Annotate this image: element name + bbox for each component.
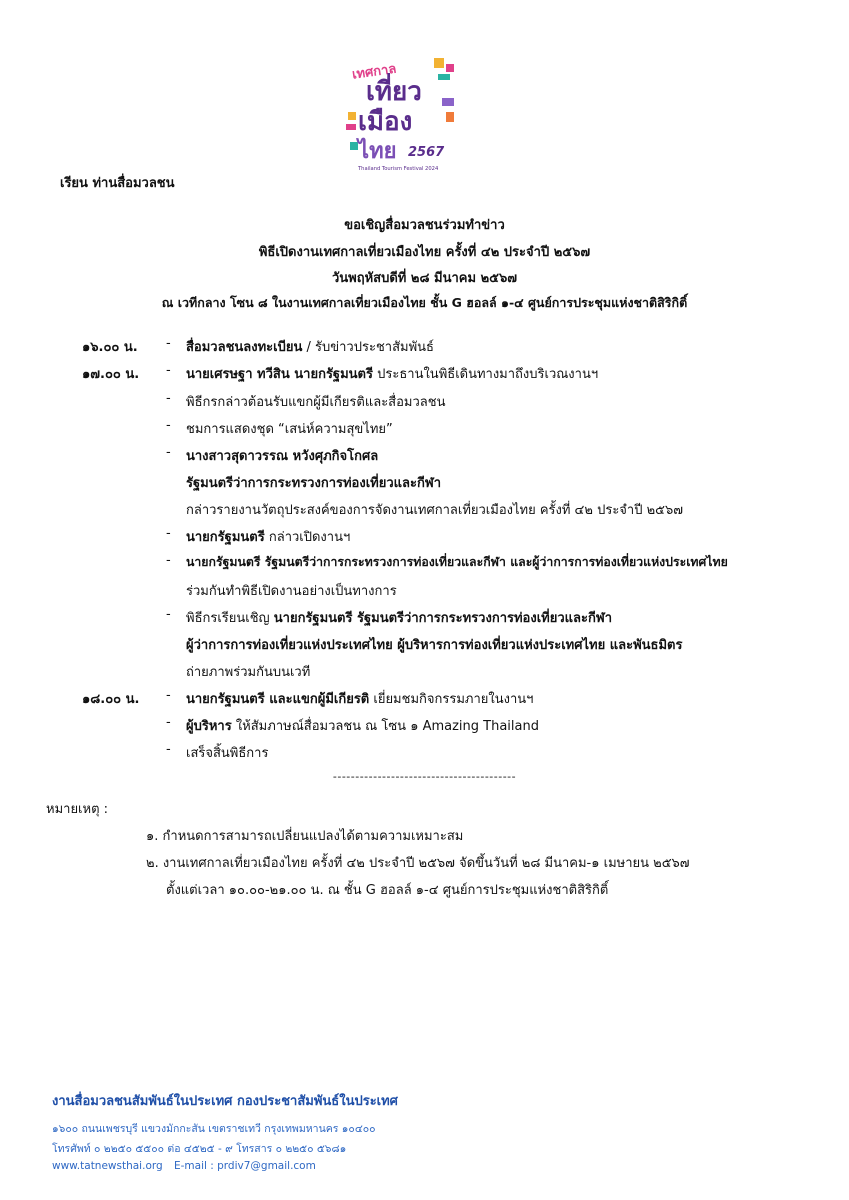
- heading-line-4: ณ เวทีกลาง โซน ๘ ในงานเทศกาลเที่ยวเมืองไทย ชั้น G ฮอลล์ ๑-๔ ศูนย์การประชุมแห่งชาติสิริกิติ์: [161, 295, 688, 310]
- footer-org: งานสื่อมวลชนสัมพันธ์ในประเทศ กองประชาสัมพันธ์ในประเทศ: [52, 1094, 398, 1109]
- item-text: ให้สัมภาษณ์สื่อมวลชน ณ โซน ๑ Amazing Thailand: [231, 719, 539, 734]
- item-text: พิธีกรเรียนเชิญ: [186, 611, 274, 626]
- footer-phone: โทรศัพท์ ๐ ๒๒๕๐ ๕๕๐๐ ต่อ ๔๕๒๕ - ๙ โทรสาร ๐ ๒๒๕๐ ๕๖๘๑: [52, 1143, 347, 1155]
- schedule-item-photo-desc: ถ่ายภาพร่วมกันบนเวที: [186, 665, 311, 680]
- schedule-item-registration: [186, 336, 434, 357]
- item-bold: นายเศรษฐา ทวีสิน นายกรัฐมนตรี: [186, 367, 373, 382]
- schedule-item-pm-arrival: [186, 363, 598, 384]
- logo-year: 2567: [408, 145, 445, 160]
- note-2-continued: ตั้งแต่เวลา ๑๐.๐๐-๒๑.๐๐ น. ณ ชั้น G ฮอลล์ ๑-๔ ศูนย์การประชุมแห่งชาติสิริกิติ์: [166, 883, 609, 898]
- time-1600: ๑๖.๐๐ น.: [82, 340, 138, 355]
- schedule-item-opening-ceremony: นายกรัฐมนตรี รัฐมนตรีว่าการกระทรวงการท่องเที่ยวและกีฬา และผู้ว่าการการท่องเที่ยวแห่งประเทศไทย: [186, 555, 728, 569]
- divider: -----------------------------------------: [332, 770, 517, 783]
- schedule-item-opening-speech: [186, 526, 350, 547]
- item-bold: ผู้บริหาร: [186, 719, 232, 734]
- schedule-item-minister-name: นางสาวสุดาวรรณ หวังศุภกิจโกศล: [186, 449, 379, 464]
- schedule-item-opening-ceremony-desc: ร่วมกันทำพิธีเปิดงานอย่างเป็นทางการ: [186, 584, 397, 599]
- bullet-dash: -: [166, 688, 171, 703]
- festival-logo: [342, 52, 464, 176]
- item-text: เยี่ยมชมกิจกรรมภายในงานฯ: [369, 692, 534, 707]
- schedule-item-welcome: พิธีกรกล่าวต้อนรับแขกผู้มีเกียรติและสื่อมวลชน: [186, 395, 446, 410]
- logo-text-main1: เที่ยว: [366, 77, 422, 107]
- bullet-dash: -: [166, 445, 171, 460]
- footer-web[interactable]: www.tatnewsthai.org: [52, 1160, 163, 1172]
- bullet-dash: -: [166, 363, 171, 378]
- schedule-item-report: กล่าวรายงานวัตถุประสงค์ของการจัดงานเทศกาลเที่ยวเมืองไทย ครั้งที่ ๔๒ ประจำปี ๒๕๖๗: [186, 503, 684, 518]
- schedule-item-photo-guests: ผู้ว่าการการท่องเที่ยวแห่งประเทศไทย ผู้บริหารการท่องเที่ยวแห่งประเทศไทย และพันธมิตร: [186, 638, 683, 653]
- item-bold: นายกรัฐมนตรี รัฐมนตรีว่าการกระทรวงการท่องเที่ยวและกีฬา: [273, 611, 613, 626]
- bullet-dash: -: [166, 391, 171, 406]
- logo-text-top: เทศกาล: [351, 61, 398, 83]
- item-text: กล่าวเปิดงานฯ: [264, 530, 351, 545]
- schedule-item-tour: [186, 688, 533, 709]
- note-2: ๒. งานเทศกาลเที่ยวเมืองไทย ครั้งที่ ๔๒ ประจำปี ๒๕๖๗ จัดขึ้นวันที่ ๒๘ มีนาคม-๑ เมษายน ๒๕๖๗: [146, 856, 690, 871]
- notes-label: หมายเหตุ :: [46, 802, 109, 817]
- schedule-item-photo-invite: [186, 607, 612, 628]
- schedule-item-end: เสร็จสิ้นพิธีการ: [186, 746, 269, 761]
- logo-text-main2: เมือง: [358, 107, 413, 137]
- bullet-dash: -: [166, 553, 171, 568]
- schedule-item-performance: ชมการแสดงชุด “เสน่ห์ความสุขไทย”: [186, 422, 393, 437]
- bullet-dash: -: [166, 526, 171, 541]
- heading-line-3: วันพฤหัสบดีที่ ๒๘ มีนาคม ๒๕๖๗: [331, 271, 518, 286]
- schedule-item-interview: [186, 715, 539, 736]
- time-1800: ๑๘.๐๐ น.: [82, 692, 140, 707]
- salutation: เรียน ท่านสื่อมวลชน: [60, 176, 175, 191]
- festival-logo-icon: [342, 52, 464, 176]
- note-1: ๑. กำหนดการสามารถเปลี่ยนแปลงได้ตามความเหมาะสม: [146, 829, 464, 844]
- bullet-dash: -: [166, 418, 171, 433]
- item-bold: นายกรัฐมนตรี: [186, 530, 265, 545]
- item-text: / รับข่าวประชาสัมพันธ์: [302, 340, 434, 355]
- bullet-dash: -: [166, 336, 171, 351]
- item-text: ประธานในพิธีเดินทางมาถึงบริเวณงานฯ: [372, 367, 599, 382]
- logo-text-main3: ไทย: [358, 139, 397, 164]
- item-bold: นายกรัฐมนตรี และแขกผู้มีเกียรติ: [186, 692, 370, 707]
- heading-line-2: พิธีเปิดงานเทศกาลเที่ยวเมืองไทย ครั้งที่ ๔๒ ประจำปี ๒๕๖๗: [258, 245, 591, 260]
- schedule-item-minister-title: รัฐมนตรีว่าการกระทรวงการท่องเที่ยวและกีฬา: [186, 476, 442, 491]
- footer-address: ๑๖๐๐ ถนนเพชรบุรี แขวงมักกะสัน เขตราชเทวี กรุงเทพมหานคร ๑๐๔๐๐: [52, 1123, 376, 1135]
- footer-email[interactable]: E-mail : prdiv7@gmail.com: [174, 1160, 316, 1172]
- time-1700: ๑๗.๐๐ น.: [82, 367, 140, 382]
- item-bold: สื่อมวลชนลงทะเบียน: [186, 340, 303, 355]
- logo-subtitle: Thailand Tourism Festival 2024: [358, 166, 439, 172]
- bullet-dash: -: [166, 742, 171, 757]
- heading-line-1: ขอเชิญสื่อมวลชนร่วมทำข่าว: [344, 218, 505, 233]
- bullet-dash: -: [166, 715, 171, 730]
- bullet-dash: -: [166, 607, 171, 622]
